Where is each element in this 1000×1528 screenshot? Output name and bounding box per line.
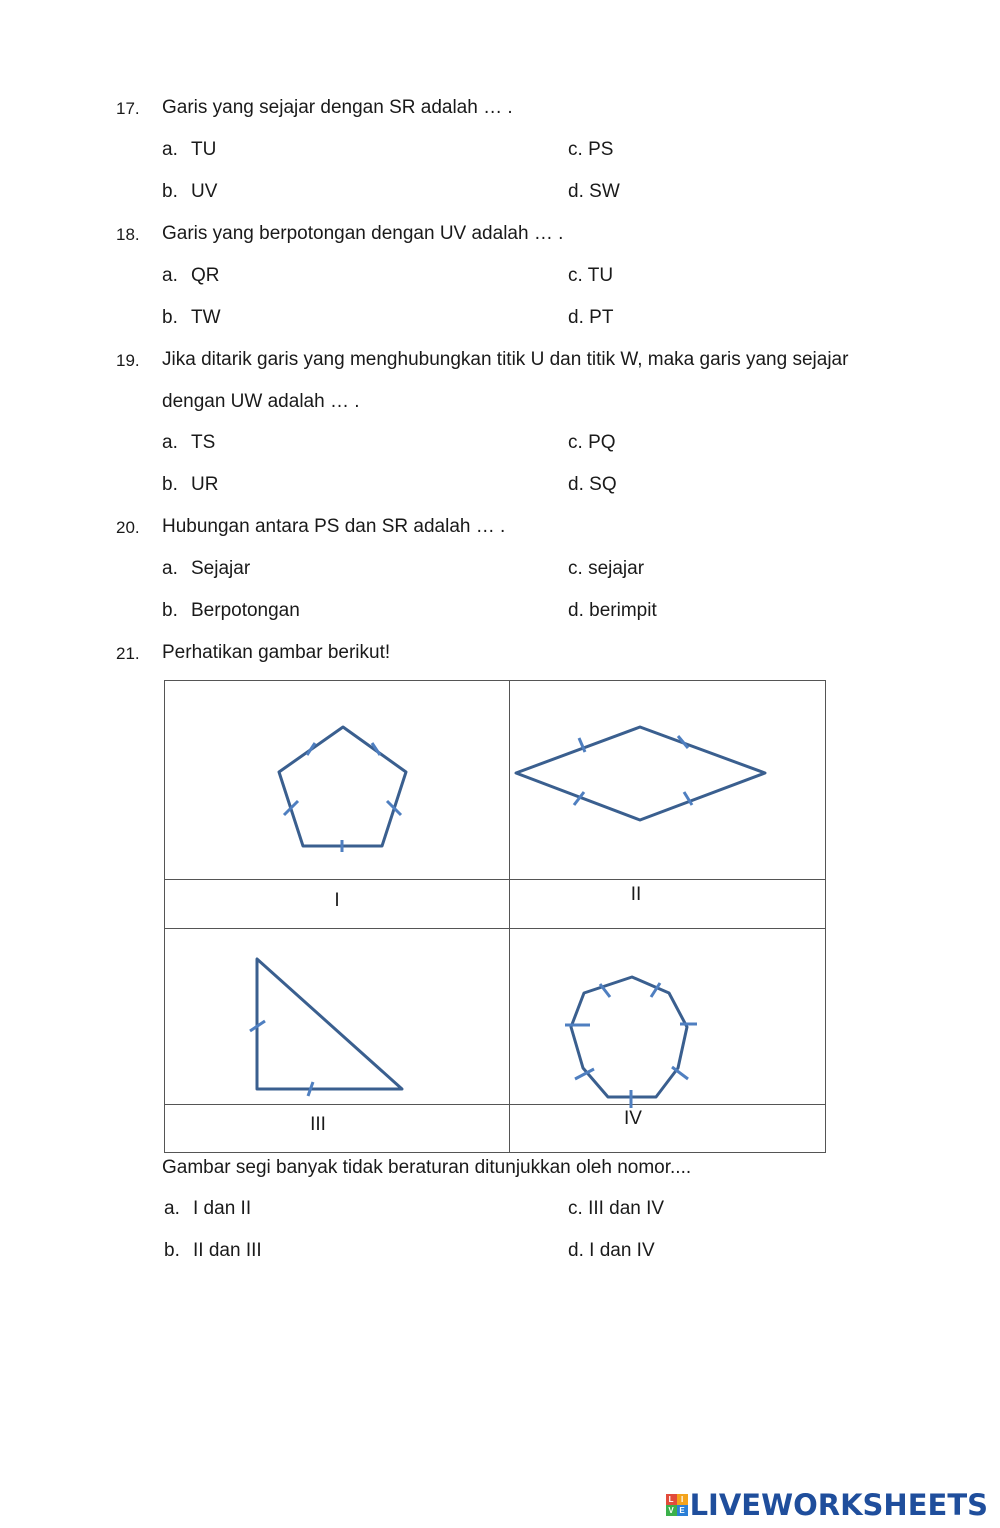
figure-table-svg xyxy=(164,680,826,1153)
option-d[interactable]: d. berimpit xyxy=(568,600,657,621)
figure-label-ii: II xyxy=(630,884,642,905)
figure-pentagon xyxy=(279,727,406,852)
logo-mark-icon: L I V E xyxy=(666,1494,688,1516)
question-text: Hubungan antara PS dan SR adalah … . xyxy=(162,516,506,537)
question-number: 18. xyxy=(116,225,140,244)
question-number: 19. xyxy=(116,351,140,370)
figure-label-iii: III xyxy=(310,1114,326,1135)
option-c[interactable]: c. PQ xyxy=(568,432,616,453)
option-d[interactable]: d. PT xyxy=(568,307,614,328)
figure-table xyxy=(164,680,826,1153)
heptagon-ticks xyxy=(565,983,697,1108)
option-b[interactable]: b. II dan III xyxy=(164,1240,262,1261)
option-a[interactable]: a. I dan II xyxy=(164,1198,252,1219)
question-number: 17. xyxy=(116,99,140,118)
question-number: 21. xyxy=(116,644,140,663)
figure-heptagon xyxy=(565,977,697,1108)
pentagon-shape xyxy=(279,727,406,846)
option-d[interactable]: d. I dan IV xyxy=(568,1240,655,1261)
question-text-line1: Jika ditarik garis yang menghubungkan titik U dan titik W, maka garis yang sejajar xyxy=(162,349,849,370)
table-border xyxy=(165,681,826,1153)
figure-label-iv: IV xyxy=(624,1108,642,1129)
option-d[interactable]: d. SQ xyxy=(568,474,617,495)
option-b[interactable]: b. Berpotongan xyxy=(162,600,300,621)
option-b[interactable]: b. UR xyxy=(162,474,219,495)
question-text-line2: dengan UW adalah … . xyxy=(162,391,360,412)
option-a[interactable]: a. QR xyxy=(162,265,220,286)
figure-triangle xyxy=(250,959,402,1096)
option-b[interactable]: b. UV xyxy=(162,181,218,202)
triangle-shape xyxy=(257,959,402,1089)
option-b[interactable]: b. TW xyxy=(162,307,221,328)
option-c[interactable]: c. PS xyxy=(568,139,614,160)
table-grid xyxy=(164,680,826,1153)
question-text: Garis yang berpotongan dengan UV adalah … . xyxy=(162,223,564,244)
figure-rhombus xyxy=(516,727,765,820)
question-number: 20. xyxy=(116,518,140,537)
question-prompt: Gambar segi banyak tidak beraturan ditunjukkan oleh nomor.... xyxy=(162,1157,692,1178)
pentagon-ticks xyxy=(284,743,401,852)
liveworksheets-logo xyxy=(666,1488,988,1522)
rhombus-shape xyxy=(516,727,765,820)
logo-text: LIVEWORKSHEETS xyxy=(689,1488,988,1522)
option-a[interactable]: a. TS xyxy=(162,432,216,453)
figure-label-i: I xyxy=(334,890,340,911)
question-text: Perhatikan gambar berikut! xyxy=(162,642,391,663)
option-a[interactable]: a. Sejajar xyxy=(162,558,251,579)
question-text: Garis yang sejajar dengan SR adalah … . xyxy=(162,97,513,118)
option-c[interactable]: c. III dan IV xyxy=(568,1198,665,1219)
option-c[interactable]: c. TU xyxy=(568,265,614,286)
option-a[interactable]: a. TU xyxy=(162,139,217,160)
heptagon-shape xyxy=(571,977,687,1097)
option-d[interactable]: d. SW xyxy=(568,181,620,202)
triangle-ticks xyxy=(250,1021,313,1096)
option-c[interactable]: c. sejajar xyxy=(568,558,645,579)
